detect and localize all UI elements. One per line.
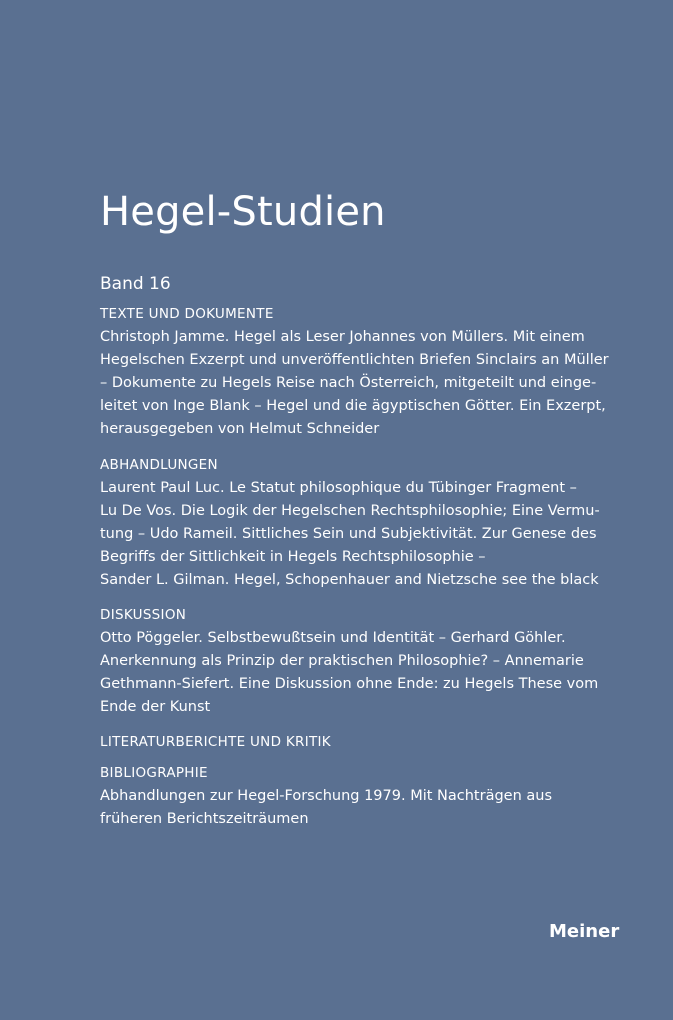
section-heading: DISKUSSION: [100, 607, 187, 623]
section-line: Ende der Kunst: [100, 699, 211, 715]
section-line: Sander L. Gilman. Hegel, Schopenhauer and Nietzsche see the black: [100, 572, 599, 588]
section-line: Abhandlungen zur Hegel-Forschung 1979. Mit Nachträgen aus: [100, 788, 553, 804]
section-line: früheren Berichtszeiträumen: [100, 811, 309, 827]
table-of-contents: [100, 304, 609, 831]
section-line: Christoph Jamme. Hegel als Leser Johannes von Müllers. Mit einem: [100, 329, 585, 345]
section-line: Laurent Paul Luc. Le Statut philosophique du Tübinger Fragment –: [100, 480, 577, 496]
section-literaturberichte: [100, 732, 570, 752]
section-line: leitet von Inge Blank – Hegel und die ägyptischen Götter. Ein Exzerpt,: [100, 398, 606, 414]
section-line: Begriffs der Sittlichkeit in Hegels Rechtsphilosophie –: [100, 549, 486, 565]
section-texte-und-dokumente: [100, 304, 609, 441]
section-diskussion: [100, 605, 599, 719]
section-line: tung – Udo Rameil. Sittliches Sein und Subjektivität. Zur Genese des: [100, 526, 597, 542]
section-bibliographie: [100, 763, 570, 831]
volume-number: Band 16: [100, 274, 171, 294]
section-line: Otto Pöggeler. Selbstbewußtsein und Identität – Gerhard Göhler.: [100, 630, 566, 646]
section-line: Gethmann-Siefert. Eine Diskussion ohne Ende: zu Hegels These vom: [100, 676, 599, 692]
publisher-name: Meiner: [549, 921, 620, 942]
section-abhandlungen: [100, 455, 600, 592]
section-line: Anerkennung als Prinzip der praktischen Philosophie? – Annemarie: [100, 653, 584, 669]
section-heading: ABHANDLUNGEN: [100, 457, 218, 473]
section-line: Lu De Vos. Die Logik der Hegelschen Rechtsphilosophie; Eine Vermu-: [100, 503, 600, 519]
section-heading: LITERATURBERICHTE UND KRITIK: [100, 734, 331, 750]
book-title: Hegel-Studien: [100, 189, 386, 235]
section-line: – Dokumente zu Hegels Reise nach Österreich, mitgeteilt und einge-: [100, 375, 597, 391]
section-line: Hegelschen Exzerpt und unveröffentlichten Briefen Sinclairs an Müller: [100, 352, 609, 368]
section-heading: BIBLIOGRAPHIE: [100, 765, 208, 781]
section-heading: TEXTE UND DOKUMENTE: [100, 306, 274, 322]
section-line: herausgegeben von Helmut Schneider: [100, 421, 380, 437]
